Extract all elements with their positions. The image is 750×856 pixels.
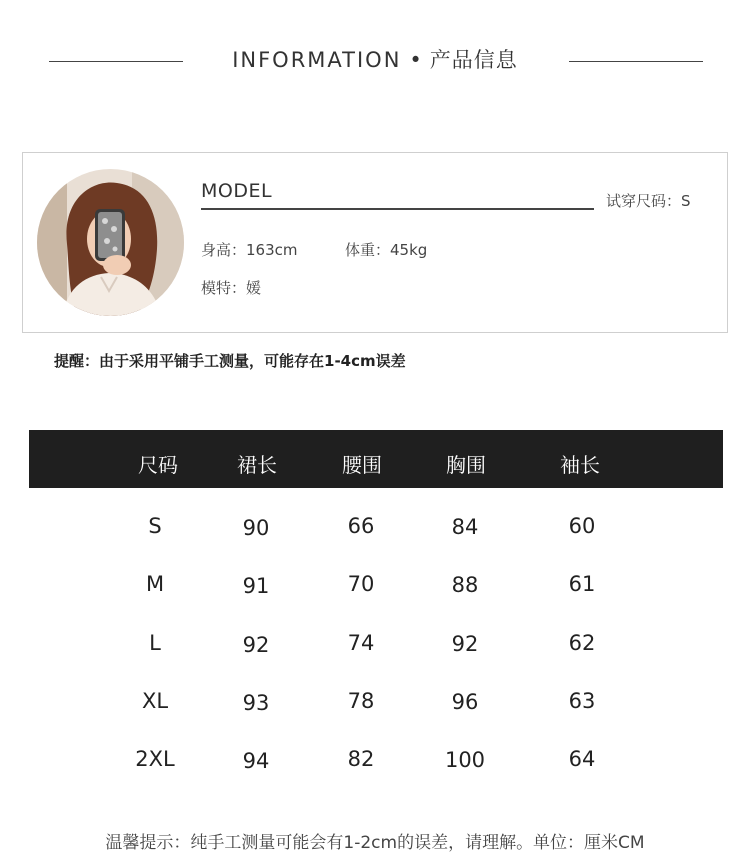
col-header-waist: 腰围 — [342, 453, 382, 477]
cell-sleeve: 62 — [568, 631, 596, 655]
cell-bust: 92 — [451, 632, 479, 656]
cell-bust: 88 — [451, 573, 479, 597]
model-weight: 体重：45kg — [345, 241, 428, 259]
cell-skirt-length: 92 — [242, 633, 270, 657]
col-header-bust: 胸围 — [446, 453, 486, 477]
footer-note: 温馨提示：纯手工测量可能会有1-2cm的误差，请理解。单位：厘米CM — [105, 833, 645, 853]
col-header-size: 尺码 — [138, 453, 178, 477]
cell-skirt-length: 91 — [242, 574, 270, 598]
model-photo-image — [37, 169, 184, 316]
cell-sleeve: 64 — [568, 747, 596, 771]
cell-sleeve: 61 — [568, 572, 596, 596]
cell-bust: 96 — [451, 690, 479, 714]
cell-waist: 74 — [347, 631, 375, 655]
cell-waist: 82 — [347, 747, 375, 771]
section-title — [0, 44, 750, 74]
title-dot: • — [409, 48, 424, 72]
col-header-skirt-length: 裙长 — [237, 453, 277, 477]
title-en: INFORMATION — [232, 48, 402, 72]
model-name: 模特：媛 — [201, 279, 262, 297]
model-underline — [201, 208, 594, 210]
model-label: MODEL — [201, 180, 273, 202]
col-header-sleeve: 袖长 — [560, 453, 600, 477]
cell-waist: 78 — [347, 689, 375, 713]
cell-waist: 70 — [347, 572, 375, 596]
cell-size: 2XL — [135, 747, 175, 771]
title-rule-right — [569, 61, 703, 62]
cell-sleeve: 63 — [568, 689, 596, 713]
cell-waist: 66 — [347, 514, 375, 538]
cell-skirt-length: 94 — [242, 749, 270, 773]
cell-skirt-length: 90 — [242, 516, 270, 540]
try-size: 试穿尺码：S — [606, 192, 691, 210]
cell-bust: 84 — [451, 515, 479, 539]
cell-sleeve: 60 — [568, 514, 596, 538]
cell-size: M — [145, 572, 165, 596]
title-cn: 产品信息 — [429, 48, 518, 72]
cell-size: L — [149, 631, 161, 655]
model-height: 身高：163cm — [201, 241, 298, 259]
measurement-reminder: 提醒：由于采用平铺手工测量，可能存在1-4cm误差 — [54, 352, 406, 370]
model-photo — [37, 169, 184, 316]
cell-size: XL — [141, 689, 169, 713]
cell-size: S — [148, 514, 162, 538]
cell-skirt-length: 93 — [242, 691, 270, 715]
cell-bust: 100 — [444, 748, 486, 772]
